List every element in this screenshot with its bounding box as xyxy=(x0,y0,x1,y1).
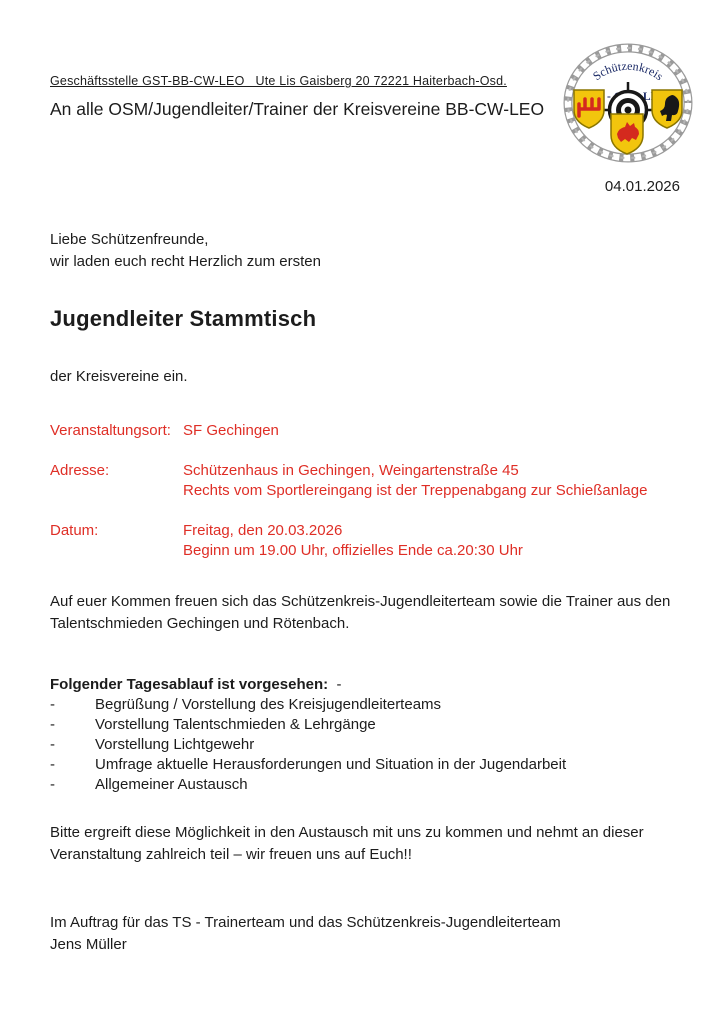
signoff-name: Jens Müller xyxy=(50,936,127,953)
greeting-line-2: wir laden euch recht Herzlich zum ersten xyxy=(50,253,321,270)
detail-line: SF Gechingen xyxy=(183,422,279,439)
sender-office-line: Geschäftsstelle GST-BB-CW-LEO Ute Lis Gaisberg 20 72221 Haiterbach-Osd. xyxy=(50,74,507,88)
detail-row-date xyxy=(50,521,680,561)
detail-line: Rechts vom Sportlereingang ist der Treppenabgang zur Schießanlage xyxy=(183,482,648,499)
agenda-item xyxy=(50,735,680,755)
detail-value xyxy=(183,521,680,561)
detail-label: Datum: xyxy=(50,522,99,539)
agenda-item xyxy=(50,755,680,775)
detail-value xyxy=(183,461,680,501)
agenda-item-text: Begrüßung / Vorstellung des Kreisjugendleiterteams xyxy=(95,696,442,713)
dash-bullet: - xyxy=(50,736,55,753)
invitation-paragraph: Bitte ergreift diese Möglichkeit in den Austausch mit uns zu kommen und nehmt an dieser Veranstaltung zahlreich teil – wir freuen uns auf Euch!! xyxy=(50,824,644,863)
agenda-heading xyxy=(50,675,680,695)
agenda-list xyxy=(50,695,680,795)
signoff-line: Im Auftrag für das TS - Trainerteam und das Schützenkreis-Jugendleiterteam xyxy=(50,914,561,931)
detail-label: Adresse: xyxy=(50,462,110,479)
shield-black-lion-icon xyxy=(652,90,682,128)
page-subtitle: der Kreisvereine ein. xyxy=(50,368,188,385)
agenda-heading-suffix: - xyxy=(328,676,342,693)
attendance-paragraph: Auf euer Kommen freuen sich das Schützenkreis-Jugendleiterteam sowie die Trainer aus den Talentschmieden Gechingen und Rötenbach. xyxy=(50,593,671,632)
agenda-item-text: Vorstellung Talentschmieden & Lehrgänge xyxy=(95,716,376,733)
dash-bullet: - xyxy=(50,716,55,733)
agenda-item-text: Vorstellung Lichtgewehr xyxy=(95,736,255,753)
agenda-item-text: Allgemeiner Austausch xyxy=(95,776,248,793)
emblem-graphic xyxy=(560,42,696,168)
dash-bullet: - xyxy=(50,756,55,773)
detail-row-address xyxy=(50,461,680,501)
agenda-heading-bold: Folgender Tagesablauf ist vorgesehen: xyxy=(50,676,329,693)
detail-value xyxy=(183,421,680,441)
letter-date: 04.01.2026 xyxy=(604,178,680,195)
greeting-line-1: Liebe Schützenfreunde, xyxy=(50,231,209,248)
agenda-item xyxy=(50,715,680,735)
detail-row-venue xyxy=(50,421,680,441)
shield-red-lion-icon xyxy=(611,114,643,154)
page-title: Jugendleiter Stammtisch xyxy=(50,306,317,331)
detail-label: Veranstaltungsort: xyxy=(50,422,171,439)
agenda-item xyxy=(50,775,680,795)
greeting-block xyxy=(50,229,680,273)
agenda-item-text: Umfrage aktuelle Herausforderungen und Situation in der Jugendarbeit xyxy=(95,756,567,773)
detail-line: Schützenhaus in Gechingen, Weingartenstraße 45 xyxy=(183,462,519,479)
agenda-item xyxy=(50,695,680,715)
emblem-bottom-text: - xyxy=(607,91,611,103)
shield-antler-icon xyxy=(574,90,604,128)
event-details xyxy=(50,421,680,561)
dash-bullet: - xyxy=(50,776,55,793)
dash-bullet: - xyxy=(50,696,55,713)
schuetzenkreis-emblem xyxy=(560,42,696,168)
detail-line: Beginn um 19.00 Uhr, offizielles Ende ca.20:30 Uhr xyxy=(183,542,523,559)
signoff-block xyxy=(50,912,680,956)
detail-line: Freitag, den 20.03.2026 xyxy=(183,522,343,539)
recipient-line: An alle OSM/Jugendleiter/Trainer der Kreisvereine BB-CW-LEO xyxy=(50,99,545,119)
emblem-top-text: Schützenkreis xyxy=(590,58,667,84)
